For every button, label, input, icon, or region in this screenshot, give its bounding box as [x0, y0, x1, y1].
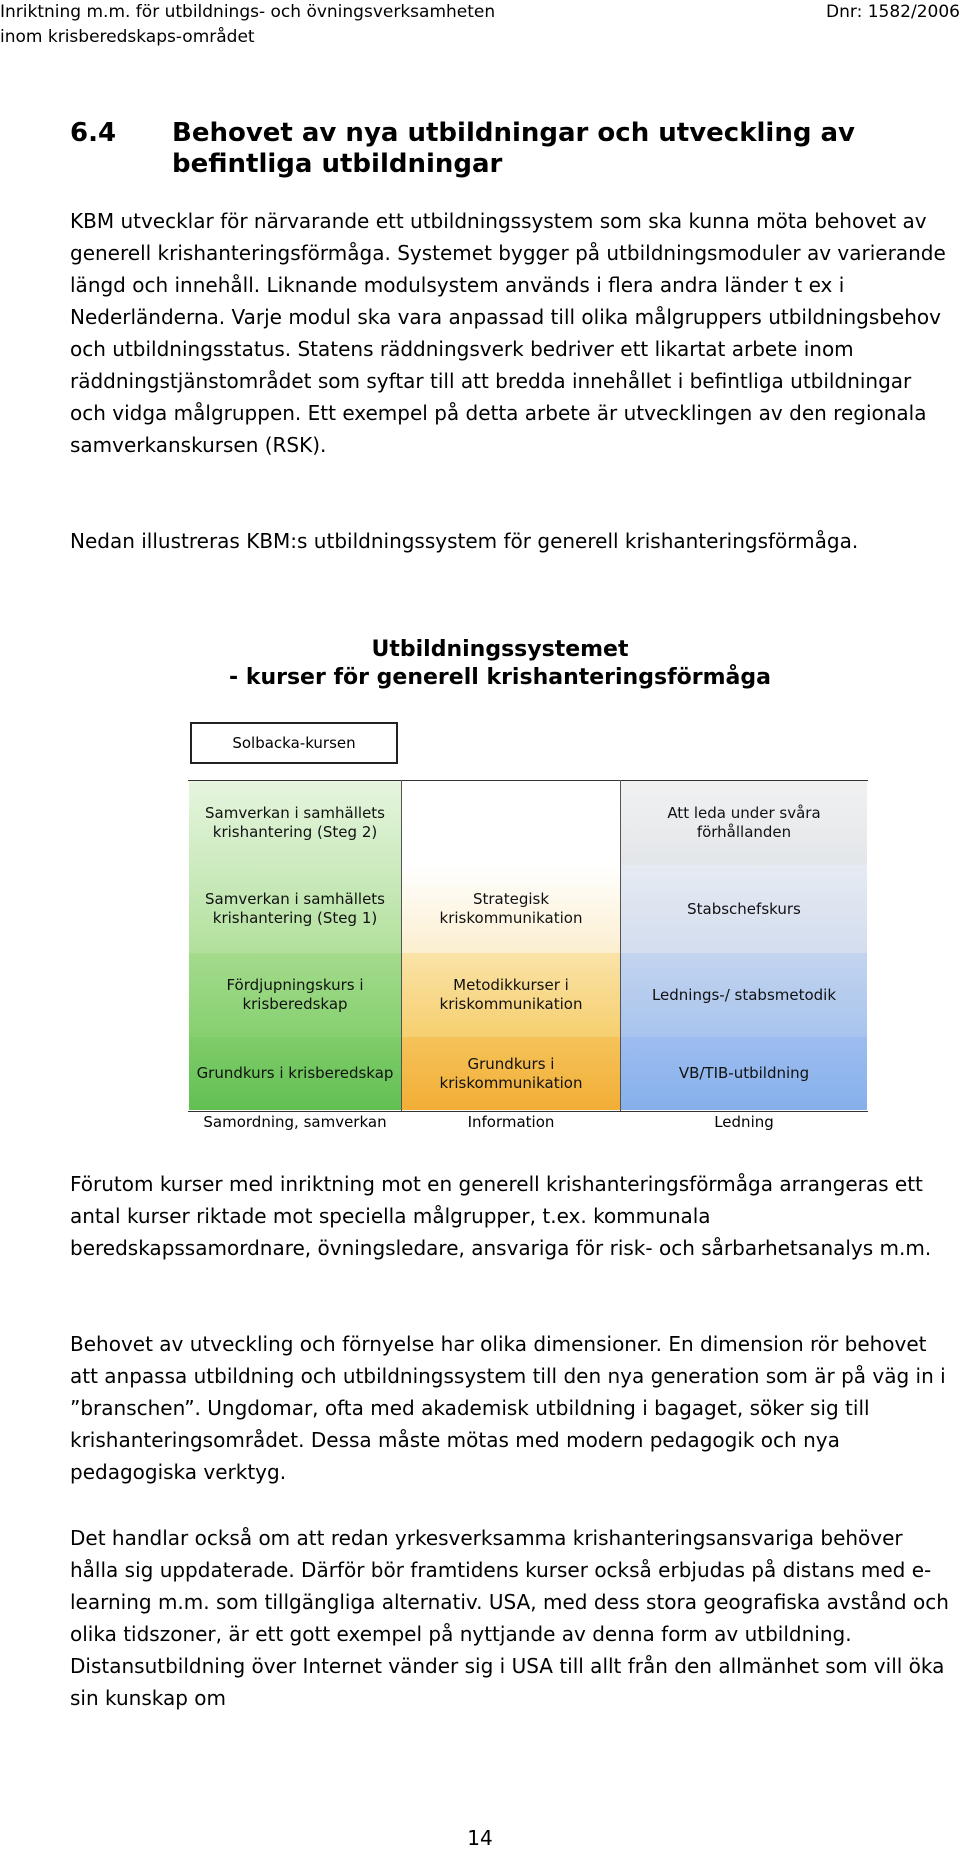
header-title-line2: inom krisberedskaps-området — [0, 27, 255, 47]
paragraph-special-courses: Förutom kurser med inriktning mot en generell krishanteringsförmåga arrangeras ett antal kurser riktade mot speciella målgrupper, t.ex. kommunala beredskapssamordnare, övningsledare, ansvariga för risk- och sårbarhetsanalys m.m. — [70, 1172, 932, 1260]
course-vb-tib-utbildning: VB/TIB-utbildning — [621, 1037, 867, 1110]
paragraph-distance-learning: Det handlar också om att redan yrkesverksamma krishanteringsansvariga behöver hålla sig uppdaterade. Därför bör framtidens kurser också erbjudas på distans med e-learning m.m. som tillgängliga alternativ. USA, med dess stora geografiska avstånd och olika tidszoner, är ett gott exempel på nyttjande av denna form av utbildning. Distansutbildning över Internet vänder sig i USA till allt från den allmänhet som vill öka sin kunskap om — [70, 1526, 949, 1710]
course-fordjupning-krisberedskap: Fördjupningskurs i krisberedskap — [189, 953, 401, 1037]
document-number: Dnr: 1582/2006 — [826, 2, 960, 22]
figure-grid-frame — [188, 780, 868, 1112]
course-samverkan-steg1: Samverkan i samhällets krishantering (Steg 1) — [189, 865, 401, 953]
page-number: 14 — [467, 1826, 493, 1850]
course-samverkan-steg2: Samverkan i samhällets krishantering (Steg 2) — [189, 781, 401, 865]
column-label-information: Information — [467, 1113, 555, 1131]
column-label-ledning: Ledning — [714, 1113, 774, 1131]
figure-subtitle: - kurser för generell krishanteringsförmåga — [229, 665, 771, 690]
course-lednings-stabsmetodik: Lednings-/ stabsmetodik — [621, 953, 867, 1037]
course-strategisk-kriskommunikation: Strategisk kriskommunikation — [402, 865, 620, 953]
section-number: 6.4 — [70, 118, 117, 148]
paragraph-figure-intro: Nedan illustreras KBM:s utbildningssystem för generell krishanteringsförmåga. — [70, 529, 859, 553]
paragraph-intro: KBM utvecklar för närvarande ett utbildningssystem som ska kunna möta behovet av generell krishanteringsförmåga. Systemet bygger på utbildningsmoduler av varierande längd och innehåll. Liknande modulsystem används i flera andra länder t ex i Nederländerna. Varje modul ska vara anpassad till olika målgruppers utbildningsbehov och utbildningsstatus. Statens räddningsverk bedriver ett likartat arbete inom räddningstjänstområdet som syftar till att bredda innehållet i befintliga utbildningar och vidga målgruppen. Ett exempel på detta arbete är utvecklingen av den regionala samverkanskursen (RSK). — [70, 209, 946, 457]
course-solbacka: Solbacka-kursen — [190, 722, 398, 764]
course-grundkurs-krisberedskap: Grundkurs i krisberedskap — [189, 1037, 401, 1110]
column-divider — [620, 780, 621, 1111]
figure-title: Utbildningssystemet — [371, 637, 629, 662]
header-title-line1: Inriktning m.m. för utbildnings- och övningsverksamheten — [0, 2, 496, 22]
course-grundkurs-kriskommunikation: Grundkurs i kriskommunikation — [402, 1037, 620, 1110]
course-metodik-kriskommunikation: Metodikkurser i kriskommunikation — [402, 953, 620, 1037]
paragraph-renewal: Behovet av utveckling och förnyelse har olika dimensioner. En dimension rör behovet att anpassa utbildning och utbildningssystem till den nya generation som är på väg in i ”branschen”. Ungdomar, ofta med akademisk utbildning i bagaget, söker sig till krishanteringsområdet. Dessa måste mötas med modern pedagogik och nya pedagogiska verktyg. — [70, 1332, 946, 1484]
column-label-samordning: Samordning, samverkan — [203, 1113, 387, 1131]
section-title: Behovet av nya utbildningar och utveckling av befintliga utbildningar — [172, 118, 855, 179]
column-divider — [401, 780, 402, 1111]
running-header — [0, 0, 495, 50]
course-leda-svara-forhallanden: Att leda under svåra förhållanden — [621, 781, 867, 865]
course-stabschefskurs: Stabschefskurs — [621, 865, 867, 953]
